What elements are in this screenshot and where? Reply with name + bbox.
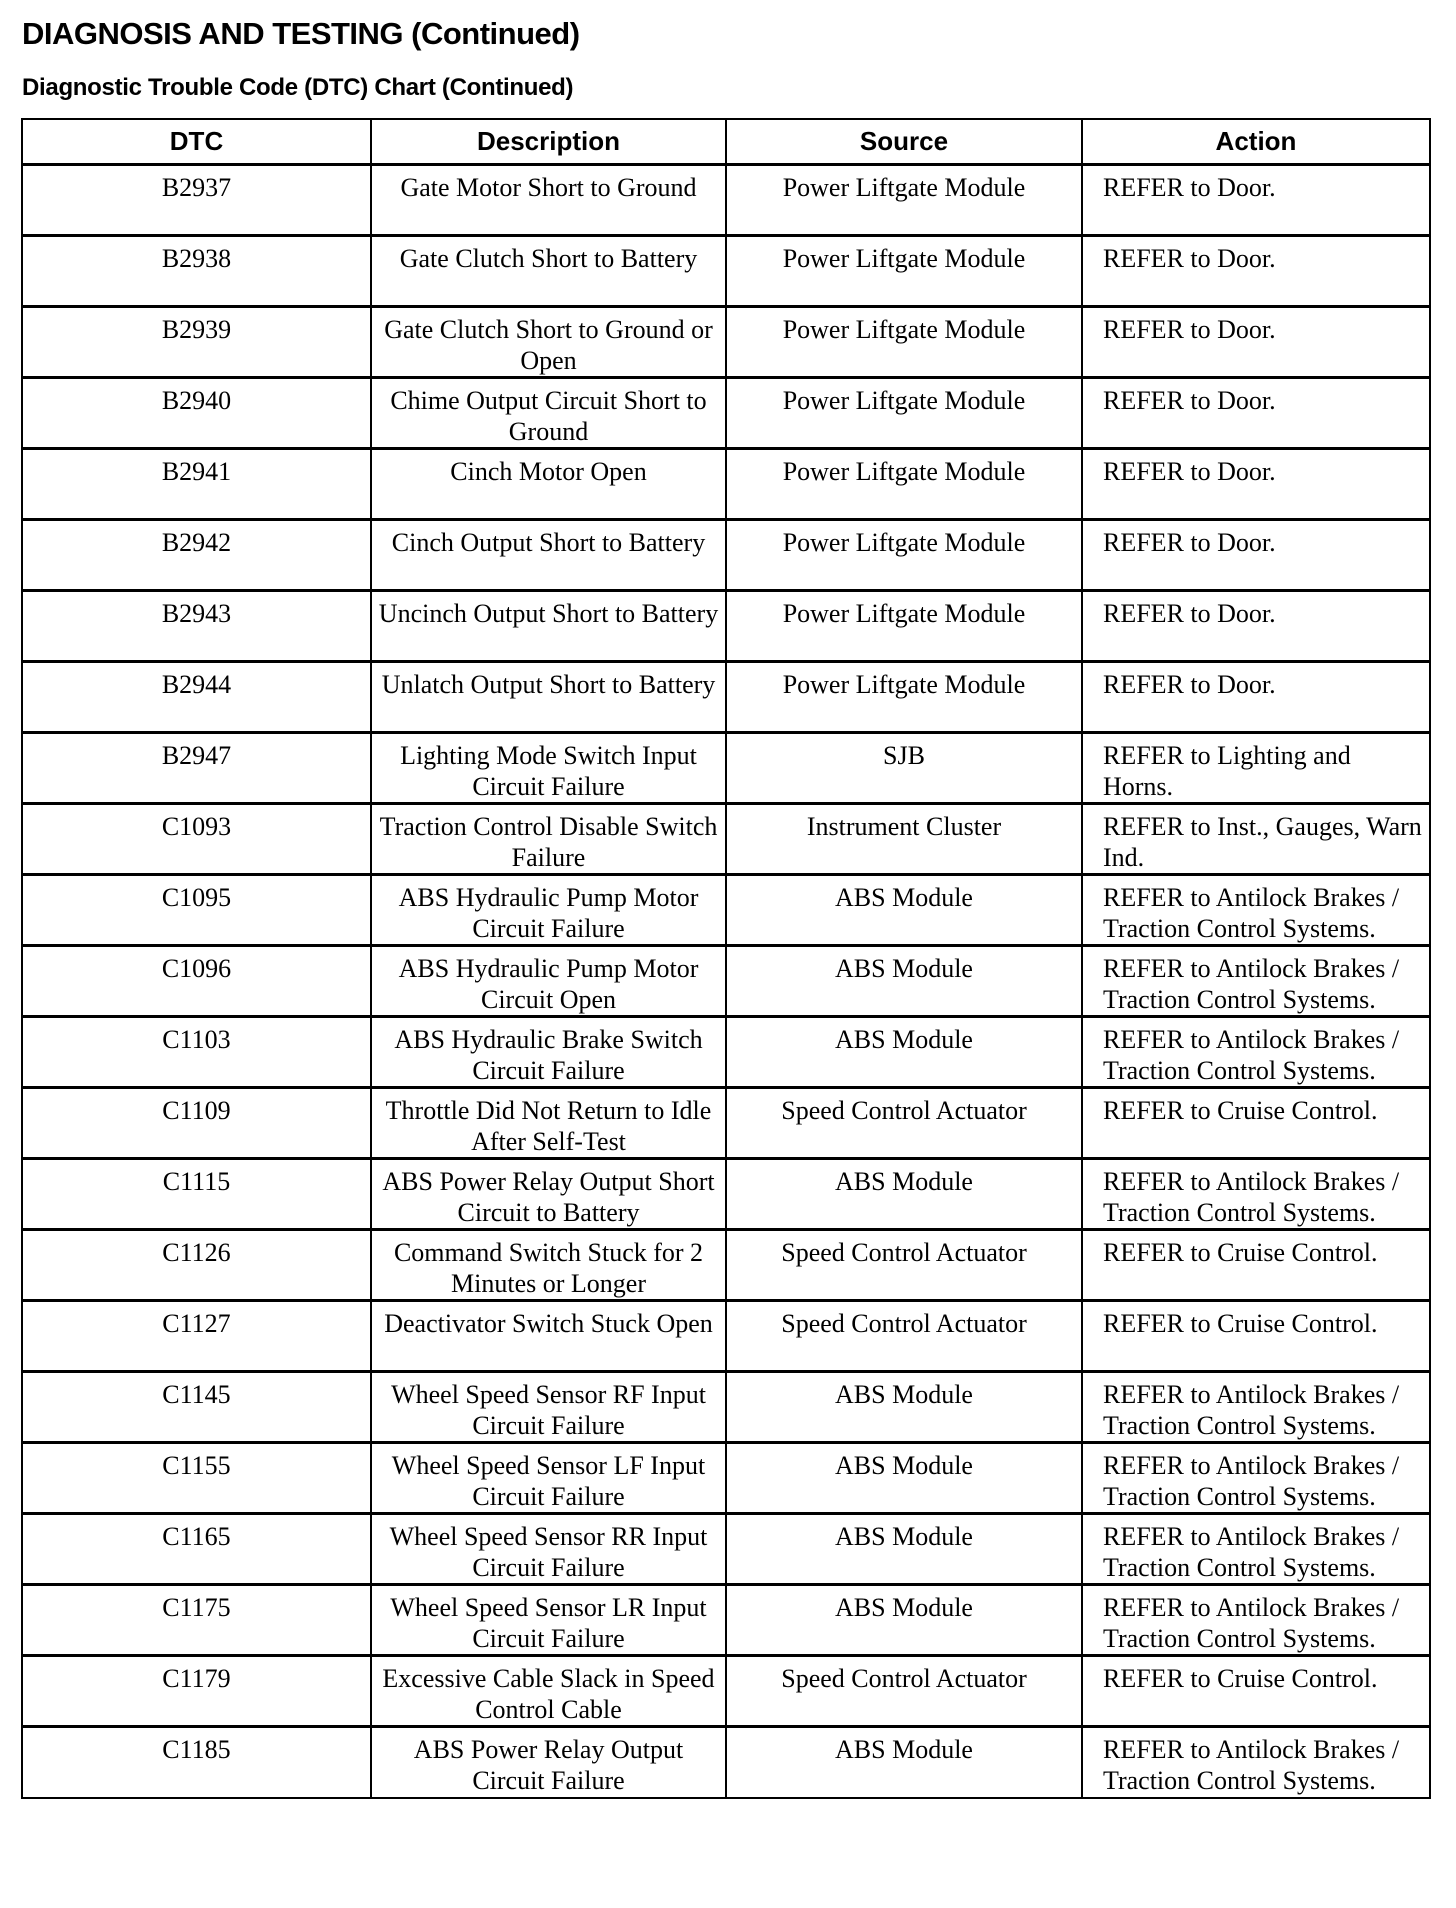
table-row (22, 875, 1430, 946)
description-cell: ABS Power Relay Output Circuit Failure (371, 1727, 726, 1798)
description-cell: ABS Hydraulic Pump Motor Circuit Open (371, 946, 726, 1017)
source-cell: Speed Control Actuator (726, 1301, 1082, 1372)
table-row (22, 662, 1430, 733)
description-cell: Gate Clutch Short to Battery (371, 236, 726, 307)
action-cell: REFER to Door. (1082, 449, 1430, 520)
source-cell: Speed Control Actuator (726, 1656, 1082, 1727)
dtc-cell: C1145 (22, 1372, 371, 1443)
source-cell: Speed Control Actuator (726, 1230, 1082, 1301)
page-title: DIAGNOSIS AND TESTING (Continued) (22, 16, 580, 51)
table-row (22, 1159, 1430, 1230)
source-cell: Speed Control Actuator (726, 1088, 1082, 1159)
dtc-cell: C1095 (22, 875, 371, 946)
source-cell: Power Liftgate Module (726, 449, 1082, 520)
action-cell: REFER to Antilock Brakes / Traction Control Systems. (1082, 1372, 1430, 1443)
table-row (22, 1727, 1430, 1798)
dtc-cell: C1109 (22, 1088, 371, 1159)
action-cell: REFER to Antilock Brakes / Traction Control Systems. (1082, 1017, 1430, 1088)
action-cell: REFER to Cruise Control. (1082, 1656, 1430, 1727)
table-row (22, 520, 1430, 591)
action-cell: REFER to Inst., Gauges, Warn Ind. (1082, 804, 1430, 875)
source-cell: Power Liftgate Module (726, 662, 1082, 733)
action-cell: REFER to Door. (1082, 236, 1430, 307)
action-cell: REFER to Antilock Brakes / Traction Control Systems. (1082, 875, 1430, 946)
action-cell: REFER to Antilock Brakes / Traction Control Systems. (1082, 946, 1430, 1017)
source-cell: ABS Module (726, 1443, 1082, 1514)
table-row (22, 1443, 1430, 1514)
source-cell: ABS Module (726, 1017, 1082, 1088)
description-cell: Command Switch Stuck for 2 Minutes or Longer (371, 1230, 726, 1301)
source-cell: ABS Module (726, 1727, 1082, 1798)
table-row (22, 1088, 1430, 1159)
source-cell: Power Liftgate Module (726, 165, 1082, 236)
dtc-cell: C1155 (22, 1443, 371, 1514)
header-description: Description (371, 119, 726, 165)
table-header-row (22, 119, 1430, 165)
description-cell: Wheel Speed Sensor LR Input Circuit Failure (371, 1585, 726, 1656)
description-cell: Unlatch Output Short to Battery (371, 662, 726, 733)
description-cell: Deactivator Switch Stuck Open (371, 1301, 726, 1372)
description-cell: Cinch Output Short to Battery (371, 520, 726, 591)
source-cell: Power Liftgate Module (726, 520, 1082, 591)
description-cell: Wheel Speed Sensor LF Input Circuit Failure (371, 1443, 726, 1514)
description-cell: Cinch Motor Open (371, 449, 726, 520)
table-row (22, 378, 1430, 449)
table-row (22, 236, 1430, 307)
source-cell: ABS Module (726, 1159, 1082, 1230)
action-cell: REFER to Cruise Control. (1082, 1301, 1430, 1372)
dtc-cell: C1175 (22, 1585, 371, 1656)
action-cell: REFER to Door. (1082, 662, 1430, 733)
action-cell: REFER to Door. (1082, 165, 1430, 236)
description-cell: Wheel Speed Sensor RR Input Circuit Failure (371, 1514, 726, 1585)
source-cell: Instrument Cluster (726, 804, 1082, 875)
dtc-cell: C1165 (22, 1514, 371, 1585)
dtc-cell: C1103 (22, 1017, 371, 1088)
table-row (22, 449, 1430, 520)
dtc-cell: B2942 (22, 520, 371, 591)
action-cell: REFER to Door. (1082, 378, 1430, 449)
table-row (22, 1514, 1430, 1585)
dtc-cell: B2947 (22, 733, 371, 804)
dtc-cell: C1179 (22, 1656, 371, 1727)
description-cell: Throttle Did Not Return to Idle After Self-Test (371, 1088, 726, 1159)
description-cell: Traction Control Disable Switch Failure (371, 804, 726, 875)
description-cell: Gate Motor Short to Ground (371, 165, 726, 236)
dtc-cell: B2937 (22, 165, 371, 236)
table-row (22, 165, 1430, 236)
dtc-table (21, 118, 1431, 1799)
description-cell: Gate Clutch Short to Ground or Open (371, 307, 726, 378)
description-cell: Excessive Cable Slack in Speed Control Cable (371, 1656, 726, 1727)
table-row (22, 733, 1430, 804)
action-cell: REFER to Antilock Brakes / Traction Control Systems. (1082, 1159, 1430, 1230)
source-cell: ABS Module (726, 875, 1082, 946)
action-cell: REFER to Door. (1082, 307, 1430, 378)
source-cell: ABS Module (726, 946, 1082, 1017)
dtc-cell: C1185 (22, 1727, 371, 1798)
dtc-cell: B2944 (22, 662, 371, 733)
action-cell: REFER to Antilock Brakes / Traction Control Systems. (1082, 1443, 1430, 1514)
dtc-cell: C1126 (22, 1230, 371, 1301)
dtc-cell: C1127 (22, 1301, 371, 1372)
action-cell: REFER to Door. (1082, 520, 1430, 591)
table-row (22, 804, 1430, 875)
action-cell: REFER to Cruise Control. (1082, 1230, 1430, 1301)
dtc-cell: B2939 (22, 307, 371, 378)
dtc-cell: B2938 (22, 236, 371, 307)
table-row (22, 1230, 1430, 1301)
header-action: Action (1082, 119, 1430, 165)
source-cell: Power Liftgate Module (726, 378, 1082, 449)
source-cell: ABS Module (726, 1585, 1082, 1656)
table-row (22, 1585, 1430, 1656)
table-row (22, 1301, 1430, 1372)
dtc-cell: C1093 (22, 804, 371, 875)
action-cell: REFER to Antilock Brakes / Traction Control Systems. (1082, 1727, 1430, 1798)
dtc-cell: B2941 (22, 449, 371, 520)
table-row (22, 1372, 1430, 1443)
description-cell: Uncinch Output Short to Battery (371, 591, 726, 662)
description-cell: Lighting Mode Switch Input Circuit Failure (371, 733, 726, 804)
dtc-cell: C1115 (22, 1159, 371, 1230)
action-cell: REFER to Antilock Brakes / Traction Control Systems. (1082, 1585, 1430, 1656)
table-row (22, 1656, 1430, 1727)
header-dtc: DTC (22, 119, 371, 165)
table-row (22, 591, 1430, 662)
action-cell: REFER to Antilock Brakes / Traction Control Systems. (1082, 1514, 1430, 1585)
description-cell: Wheel Speed Sensor RF Input Circuit Failure (371, 1372, 726, 1443)
description-cell: Chime Output Circuit Short to Ground (371, 378, 726, 449)
source-cell: Power Liftgate Module (726, 236, 1082, 307)
source-cell: Power Liftgate Module (726, 307, 1082, 378)
table-row (22, 307, 1430, 378)
action-cell: REFER to Lighting and Horns. (1082, 733, 1430, 804)
description-cell: ABS Hydraulic Brake Switch Circuit Failure (371, 1017, 726, 1088)
description-cell: ABS Power Relay Output Short Circuit to Battery (371, 1159, 726, 1230)
source-cell: ABS Module (726, 1372, 1082, 1443)
source-cell: SJB (726, 733, 1082, 804)
description-cell: ABS Hydraulic Pump Motor Circuit Failure (371, 875, 726, 946)
dtc-cell: B2940 (22, 378, 371, 449)
header-source: Source (726, 119, 1082, 165)
dtc-cell: B2943 (22, 591, 371, 662)
chart-subtitle: Diagnostic Trouble Code (DTC) Chart (Continued) (22, 74, 574, 101)
source-cell: ABS Module (726, 1514, 1082, 1585)
dtc-cell: C1096 (22, 946, 371, 1017)
table-row (22, 1017, 1430, 1088)
action-cell: REFER to Door. (1082, 591, 1430, 662)
action-cell: REFER to Cruise Control. (1082, 1088, 1430, 1159)
table-row (22, 946, 1430, 1017)
source-cell: Power Liftgate Module (726, 591, 1082, 662)
